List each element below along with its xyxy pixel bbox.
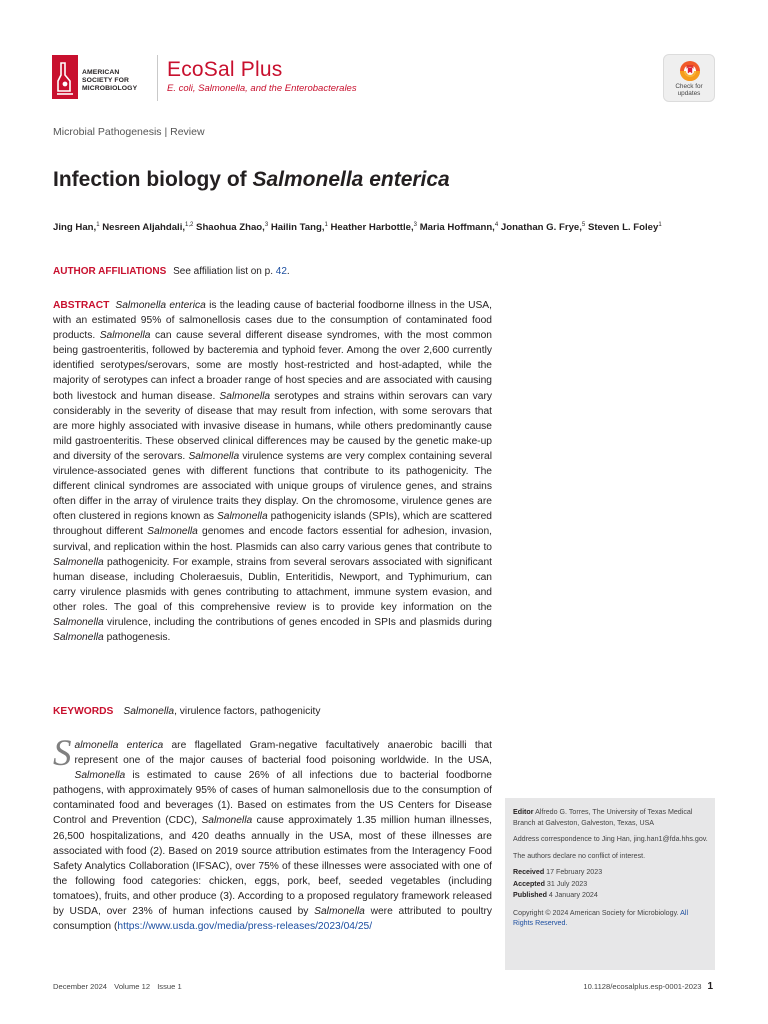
accepted-value: 31 July 2023 bbox=[546, 879, 588, 888]
society-line: MICROBIOLOGY bbox=[82, 85, 138, 92]
correspondence: Address correspondence to Jing Han, jing.han1@fda.hhs.gov. bbox=[513, 835, 708, 843]
author-name: Jing Han, bbox=[53, 222, 97, 234]
keywords-label: KEYWORDS bbox=[53, 706, 114, 717]
affiliations-text: See affiliation list on p. bbox=[173, 266, 273, 277]
issue-info bbox=[53, 982, 187, 991]
accepted-date bbox=[513, 879, 708, 891]
author-affiliation-number: 1,2 bbox=[185, 222, 194, 228]
author-affiliations bbox=[53, 266, 290, 277]
introduction-paragraph: Salmonella enterica are flagellated Gram-negative facultatively anaerobic bacilli that represent one of the major causes of bacterial food poisoning worldwide. In the USA, Salmonella is estimated to cause 26% of all infections due to bacterial foodborne pathogens, with approximately 95% of cases of human salmonellosis due to the consumption of contaminated food and beverages (1). Based on estimates from the US Centers for Disease Control and Prevention (CDC), Salmonella cause approximately 1.35 million human illnesses, 26,500 hospitalizations, and 420 deaths annually in the USA, most of these illnesses are associated with food (2). Based on 2019 source attribution estimates from the Interagency Food Safety Analytics Collaboration (IFSAC), over 75% of these illnesses were associated with one of the following food categories: chicken, eggs, pork, beef, seeded vegetables (including tomatoes), fruits, and other produce (3). According to a proposed regulatory framework released by USDA, over 23% of human infections caused by Salmonella were attributed to poultry consumption (https://www.usda.gov/media/press-releases/2023/04/25/ bbox=[53, 733, 492, 933]
author bbox=[331, 222, 418, 233]
author bbox=[501, 222, 585, 233]
page-number: 1 bbox=[707, 981, 713, 992]
doi-footer bbox=[583, 981, 713, 992]
published-date bbox=[513, 890, 708, 902]
received-label: Received bbox=[513, 868, 545, 876]
check-for-updates-label bbox=[664, 83, 714, 97]
editor-info bbox=[513, 807, 708, 828]
issue-date: December 2024 bbox=[53, 982, 108, 991]
society-line: SOCIETY FOR bbox=[82, 77, 130, 84]
author bbox=[588, 222, 662, 233]
author-name: Heather Harbottle, bbox=[330, 222, 414, 234]
check-label-line: updates bbox=[677, 90, 701, 98]
editor-label: Editor bbox=[513, 808, 534, 816]
society-name bbox=[82, 69, 137, 93]
author-name: Nesreen Aljahdali, bbox=[102, 222, 186, 234]
published-value: 4 January 2024 bbox=[548, 891, 598, 899]
asm-logo bbox=[52, 55, 152, 101]
editor-text: Alfredo G. Torres, The University of Texas Medical Branch at Galveston, Galveston, Texas, USA bbox=[513, 808, 693, 827]
author-affiliation-number: 1 bbox=[658, 222, 662, 228]
affiliations-period: . bbox=[286, 266, 290, 277]
copyright bbox=[513, 908, 708, 929]
article-info-sidebar bbox=[505, 798, 715, 970]
author bbox=[102, 222, 193, 233]
author-name: Hailin Tang, bbox=[270, 222, 325, 234]
article-category: Microbial Pathogenesis | Review bbox=[53, 126, 205, 138]
author-affiliation-number: 4 bbox=[494, 222, 499, 228]
journal-title[interactable]: EcoSal Plus bbox=[167, 58, 283, 81]
abstract: ABSTRACT Salmonella enterica is the leading cause of bacterial foodborne illness in the USA, with an estimated 95% of salmonellosis cases due to the consumption of contaminated food products. Salmonella can cause several different disease syndromes, with the most common being gastroenteritis, followed by bacteremia and typhoid fever. Among the over 2,600 currently identified serotypes/serovars, some are mostly host-restricted and host-adapted, while the majority of serotypes can infect a broader range of host species and are associated with causing both livestock and human disease. Salmonella serotypes and strains within serovars can vary considerably in the severity of disease that may result from infection, with some serovars that are more highly associated with invasive disease in humans, while others predominantly cause mild gastroenteritis. These observed clinical differences may be caused by the genetic make-up and diversity of the serovars. Salmonella virulence systems are very complex containing several virulence-associated genes with different functions that contribute to its pathogenicity. The different clinical syndromes are associated with unique groups of virulence genes, and strains often differ in the array of virulence traits they display. On the chromosome, virulence genes are often clustered in regions known as Salmonella pathogenicity islands (SPIs), which are scattered throughout different Salmonella genomes and encode factors essential for adhesion, invasion, survival, and replication within the host. Plasmids can also carry various genes that contribute to Salmonella pathogenicity. For example, strains from several serovars associated with significant human disease, including Choleraesuis, Dublin, Enteritidis, Newport, and Typhimurium, can carry virulence plasmids with genes contributing to attachment, immune system evasion, and other roles. The goal of this comprehensive review is to provide key information on the Salmonella virulence, including the contributions of genes encoded in SPIs and plasmids during Salmonella pathogenesis. bbox=[53, 300, 493, 644]
author bbox=[196, 222, 268, 233]
author-affiliation-number: 1 bbox=[324, 222, 328, 228]
affiliations-page-link[interactable]: 42 bbox=[275, 266, 287, 277]
author-list bbox=[53, 218, 717, 235]
keyword-salmonella: Salmonella bbox=[123, 706, 175, 717]
author-name: Jonathan G. Frye, bbox=[500, 222, 582, 234]
author-affiliation-number: 3 bbox=[264, 222, 269, 228]
check-for-updates-button[interactable] bbox=[663, 54, 715, 102]
journal-subtitle: E. coli, Salmonella, and the Enterobacterales bbox=[167, 83, 357, 94]
author-affiliation-number: 3 bbox=[413, 222, 418, 228]
society-line: AMERICAN bbox=[82, 69, 120, 76]
author bbox=[53, 222, 100, 233]
author bbox=[420, 222, 499, 233]
article-title bbox=[53, 168, 450, 192]
accepted-label: Accepted bbox=[513, 879, 545, 888]
title-organism: Salmonella enterica bbox=[252, 168, 450, 191]
author-name: Steven L. Foley bbox=[587, 222, 659, 234]
doi[interactable]: 10.1128/ecosalplus.esp-0001-2023 bbox=[583, 982, 702, 991]
title-text: Infection biology of bbox=[53, 168, 253, 191]
usda-press-release-link[interactable]: https://www.usda.gov/media/press-releases/2023/04/25/ bbox=[117, 921, 373, 933]
published-label: Published bbox=[513, 891, 547, 899]
check-label-line: Check for bbox=[675, 83, 703, 90]
author-name: Shaohua Zhao, bbox=[196, 222, 265, 234]
author bbox=[271, 222, 328, 233]
article-dates bbox=[513, 867, 708, 902]
affiliations-label: AUTHOR AFFILIATIONS bbox=[53, 266, 167, 277]
author-affiliation-number: 1 bbox=[96, 222, 100, 228]
asm-microscope-logo-icon bbox=[52, 55, 78, 99]
header-divider bbox=[157, 55, 158, 101]
author-affiliation-number: 5 bbox=[581, 222, 586, 228]
check-for-updates-icon bbox=[679, 60, 701, 82]
abstract-label: ABSTRACT bbox=[53, 300, 110, 311]
keywords-rest: , virulence factors, pathogenicity bbox=[174, 706, 321, 717]
received-date bbox=[513, 867, 708, 879]
received-value: 17 February 2023 bbox=[546, 868, 603, 876]
issue-volume: Volume 12 bbox=[114, 982, 151, 991]
rights-link[interactable]: All Rights Reserved. bbox=[513, 908, 689, 927]
copyright-text: Copyright © 2024 American Society for Microbiology. bbox=[513, 908, 679, 917]
keywords bbox=[53, 706, 321, 717]
issue-number: Issue 1 bbox=[157, 982, 182, 991]
drop-cap: S bbox=[53, 733, 72, 774]
conflict-statement: The authors declare no conflict of interest. bbox=[513, 851, 646, 860]
author-name: Maria Hoffmann, bbox=[419, 222, 495, 234]
